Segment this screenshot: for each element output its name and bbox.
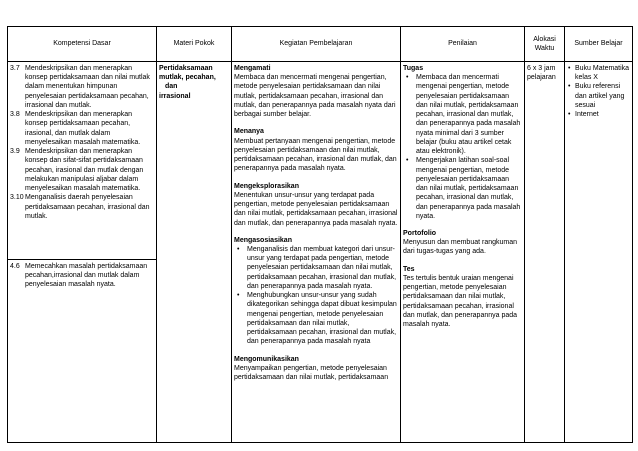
section-title: Mengeksplorasikan: [234, 182, 299, 190]
bullet-list: [403, 73, 522, 221]
materi-line: irrasional: [159, 92, 191, 100]
section-title: Mengomunikasikan: [234, 355, 299, 363]
section-title: Tugas: [403, 65, 424, 72]
list-item: • Menghubungkan unsur-unsur yang sudah dikategorikan sehingga dapat dibuat kesimpulan mengenai pengertian, metode penyelesaian pertidaksamaan dan nilai mutlak, pertidaksamaan pecahan, irrasional dan mutlak, dan penerapannya pada masalah nyata: [247, 291, 398, 346]
kd-number: 3.8: [10, 111, 20, 119]
kompetensi-dasar-cell-1: [8, 62, 157, 260]
kd-item-4-6: [10, 262, 154, 290]
penilaian-cell: [401, 62, 525, 443]
materi-pokok-cell: [157, 62, 232, 443]
section-title: Tes: [403, 265, 415, 273]
section-text: Membaca dan mencermati mengenai pengertian, metode penyelesaian pertidaksamaan dan nilai mutlak, pertidaksamaan pecahan, irrasional dan mutlak, dan penerapannya pada masalah nyata dari berbagai sumber belajar.: [234, 74, 396, 119]
kd-item-3-8: [10, 110, 154, 147]
header-penilaian: Penilaian: [401, 27, 525, 62]
kegiatan-content: [234, 64, 398, 430]
section-menanya: [234, 127, 398, 173]
section-title: Portofolio: [403, 229, 437, 237]
section-text: Tes tertulis bentuk uraian mengenai pengertian, metode penyelesaian pertidaksamaan dan nilai mutlak, pertidaksamaan pecahan, irrasional dan mutlak, dan penerapannya pada masalah nyata.: [403, 274, 518, 329]
kd-text: Menganalisis daerah penyelesaian pertidaksamaan pecahan, irrasional dan mutlak.: [25, 194, 150, 220]
materi-line: dan: [165, 83, 178, 91]
section-mengamati: [234, 64, 398, 119]
list-item: • Membaca dan mencermati mengenai pengertian, metode penyelesaian pertidaksamaan dan nilai mutlak, pertidaksamaan pecahan, irrasional dan mutlak, dan penerapannya pada masalah nyata minimal dari 3 sumber belajar (buku atau artikel cetak atau elektronik).: [416, 73, 522, 156]
sumber-list: [567, 64, 630, 119]
kompetensi-dasar-cell-2: [8, 260, 157, 443]
alokasi-line: 6 x 3 jam: [527, 65, 556, 72]
materi-line: mutlak, pecahan,: [159, 74, 216, 82]
kd-number: 3.7: [10, 65, 20, 72]
kd-item-3-9: [10, 147, 154, 193]
header-sumber-belajar: Sumber Belajar: [565, 27, 633, 62]
materi-line: Pertidaksamaan: [159, 65, 213, 72]
kd-text: Mendeskripsikan dan menerapkan konsep pertidaksamaan dan nilai mutlak dalam menentukan himpunan penyelesaian pertidaksamaan pecahan, irrasional dan mutlak.: [25, 65, 150, 109]
section-title: Mengamati: [234, 65, 271, 72]
section-text: Menentukan unsur-unsur yang terdapat pada pengertian, metode penyelesaian pertidaksamaan dan nilai mutlak, pertidaksamaan pecahan, irrasional dan mutlak, dan penerapannya pada masalah nyata.: [234, 191, 398, 227]
sumber-belajar-cell: [565, 62, 633, 443]
section-mengkomunikasi: [234, 355, 398, 383]
bullet-list: [234, 245, 398, 347]
alokasi-waktu-cell: [525, 62, 565, 443]
list-item: • Buku Matematika kelas X: [575, 64, 630, 82]
header-kegiatan-pembelajaran: Kegiatan Pembelajaran: [232, 27, 401, 62]
kd-text: Mendeskripsikan dan menerapkan konsep pertidaksamaan pecahan, irasional, dan mutlak dalam menyelesaikan masalah matematika.: [25, 111, 141, 146]
section-text: Menyampaikan pengertian, metode penyelesaian pertidaksamaan dan nilai mutlak, pertidaksamaan: [234, 364, 389, 382]
header-alokasi-waktu: Alokasi Waktu: [525, 27, 565, 62]
alokasi-line: pelajaran: [527, 74, 556, 82]
section-text: Menyusun dan membuat rangkuman dari tugas-tugas yang ada.: [403, 239, 518, 256]
kegiatan-pembelajaran-cell: [232, 62, 401, 443]
kd-text: Mendeskripsikan dan menerapkan konsep dan sifat-sifat pertidaksamaan pecahan, irasional dan mutlak dengan melakukan manipulasi aljabar dalam menyelesaikan masalah matematika.: [25, 148, 144, 193]
penilaian-content: [403, 64, 522, 430]
syllabus-table: [7, 26, 633, 443]
kd-text: Memecahkan masalah pertidaksamaan pecahan,irrasional dan mutlak dalam penyelesaian masalah nyata.: [25, 263, 148, 289]
list-item: • Menganalisis dan membuat kategori dari unsur-unsur yang terdapat pada pengertian, metode penyelesaian pertidaksamaan dan nilai mutlak, pertidaksamaan pecahan, irrasional dan mutlak, dan penerapannya pada masalah nyata.: [247, 245, 398, 291]
section-tugas: [403, 64, 522, 221]
header-row: [8, 27, 633, 62]
section-mengeksplorasi: [234, 182, 398, 228]
kd-number: 3.10: [10, 194, 24, 202]
section-tes: [403, 265, 522, 330]
section-text: Membuat pertanyaan mengenai pengertian, metode penyelesaian pertidaksamaan dan nilai mutlak, pertidaksamaan pecahan, irrasional dan mutlak, dan penerapannya pada masalah nyata.: [234, 137, 397, 173]
section-title: Mengasosiasikan: [234, 236, 292, 244]
kd-item-3-10: [10, 193, 154, 221]
content-row: [8, 62, 633, 260]
kd-number: 3.9: [10, 148, 20, 156]
section-mengasosiasi: [234, 236, 398, 347]
header-kompetensi-dasar: Kompetensi Dasar: [8, 27, 157, 62]
list-item: • Mengerjakan latihan soal-soal mengenai pengertian, metode penyelesaian pertidaksamaan dan nilai mutlak, pertidaksamaan pecahan, irrasional dan mutlak, dan penerapannya pada masalah nyata.: [416, 156, 522, 221]
section-portofolio: [403, 229, 522, 257]
header-materi-pokok: Materi Pokok: [157, 27, 232, 62]
kd-number: 4.6: [10, 263, 20, 270]
section-title: Menanya: [234, 128, 264, 136]
list-item: • Internet: [575, 110, 630, 119]
kd-item-3-7: [10, 64, 154, 110]
list-item: • Buku referensi dan artikel yang sesuai: [575, 82, 630, 110]
